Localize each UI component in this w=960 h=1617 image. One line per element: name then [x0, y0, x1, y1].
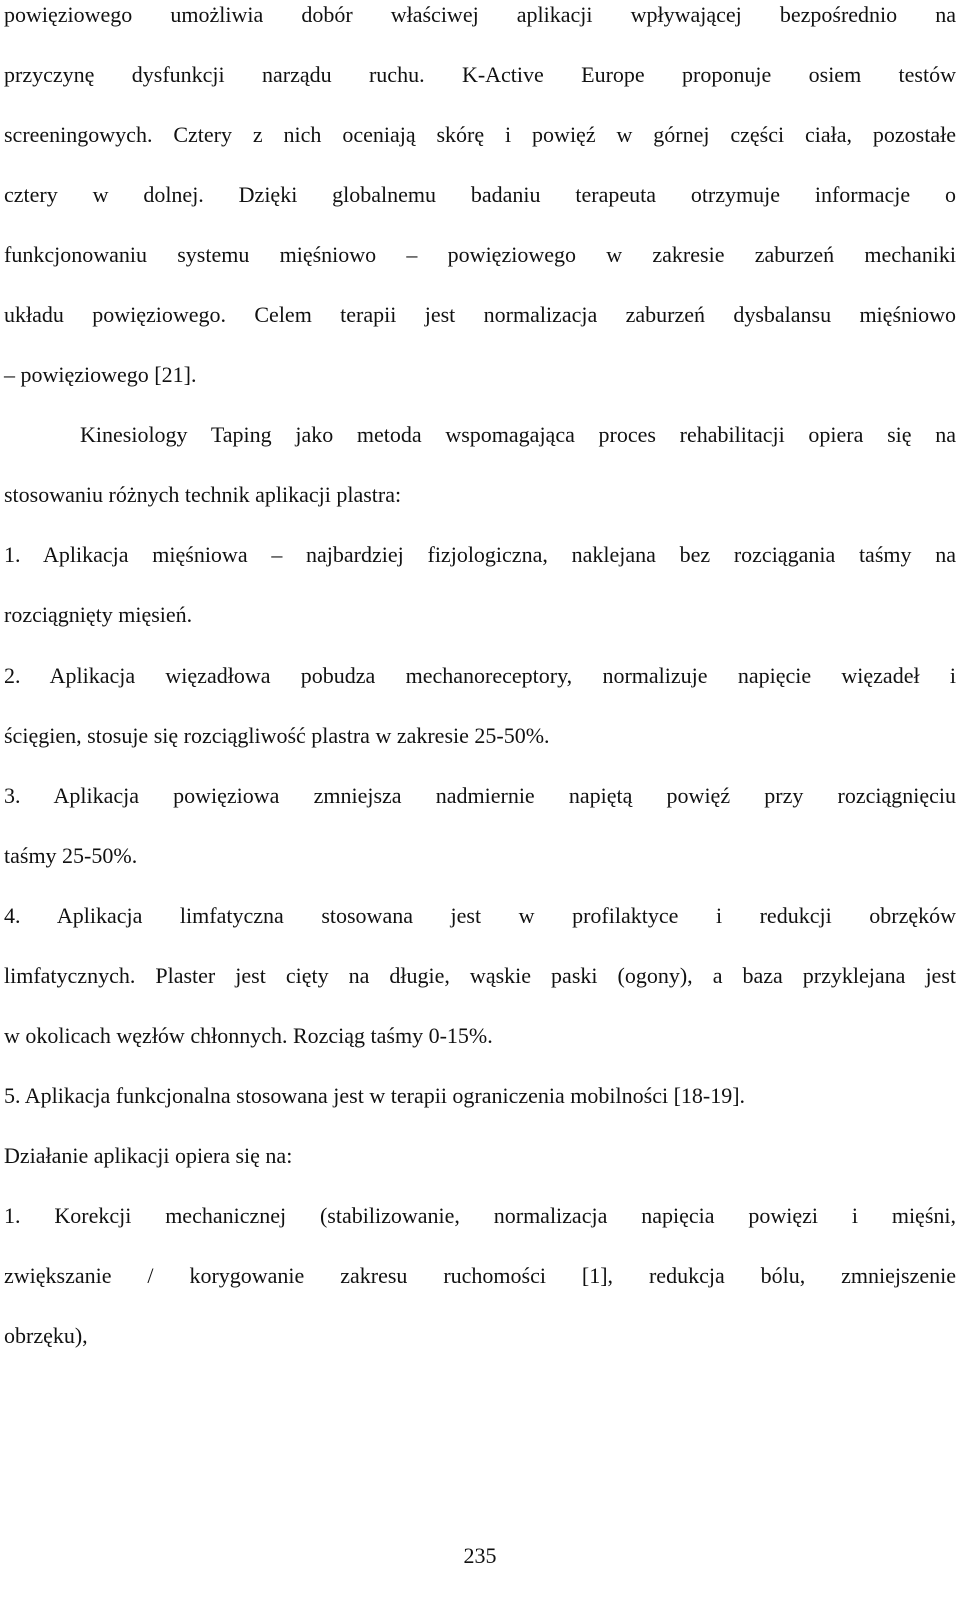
- list-item-line: w okolicach węzłów chłonnych. Rozciąg taśmy 0-15%.: [4, 1023, 493, 1048]
- list-item-line: rozciągnięty mięsień.: [4, 602, 193, 627]
- list-item-line: 3. Aplikacja powięziowa zmniejsza nadmiernie napiętą powięź przy rozciągnięciu: [4, 783, 956, 808]
- text-line: screeningowych. Cztery z nich oceniają skórę i powięź w górnej części ciała, pozostałe: [4, 122, 956, 147]
- list-item-line: ścięgien, stosuje się rozciągliwość plastra w zakresie 25-50%.: [4, 723, 550, 748]
- list-item-line: 1. Aplikacja mięśniowa – najbardziej fizjologiczna, naklejana bez rozciągania taśmy na: [4, 542, 956, 567]
- list-item-line: 2. Aplikacja więzadłowa pobudza mechanoreceptory, normalizuje napięcie więzadeł i: [4, 663, 956, 688]
- list-item-line: 1. Korekcji mechanicznej (stabilizowanie, normalizacja napięcia powięzi i mięśni,: [4, 1203, 956, 1228]
- text-line: powięziowego umożliwia dobór właściwej aplikacji wpływającej bezpośrednio na: [4, 2, 956, 27]
- list-item-line: 5. Aplikacja funkcjonalna stosowana jest w terapii ograniczenia mobilności [18-19].: [4, 1083, 746, 1108]
- list-item-line: taśmy 25-50%.: [4, 843, 138, 868]
- page-number: 235: [463, 1543, 497, 1568]
- text-line: cztery w dolnej. Dzięki globalnemu badaniu terapeuta otrzymuje informacje o: [4, 182, 956, 207]
- list-item-line: obrzęku),: [4, 1323, 88, 1348]
- text-line: funkcjonowaniu systemu mięśniowo – powięziowego w zakresie zaburzeń mechaniki: [4, 242, 956, 267]
- list-item-line: limfatycznych. Plaster jest cięty na długie, wąskie paski (ogony), a baza przyklejana jest: [4, 963, 956, 988]
- text-line: stosowaniu różnych technik aplikacji plastra:: [4, 482, 402, 507]
- list-item-line: 4. Aplikacja limfatyczna stosowana jest w profilaktyce i redukcji obrzęków: [4, 903, 956, 928]
- list-item-line: zwiększanie / korygowanie zakresu ruchomości [1], redukcja bólu, zmniejszenie: [4, 1263, 956, 1288]
- text-line: Działanie aplikacji opiera się na:: [4, 1143, 293, 1168]
- text-line: przyczynę dysfunkcji narządu ruchu. K-Active Europe proponuje osiem testów: [4, 62, 956, 87]
- text-line: układu powięziowego. Celem terapii jest normalizacja zaburzeń dysbalansu mięśniowo: [4, 302, 956, 327]
- text-line: – powięziowego [21].: [4, 362, 197, 387]
- text-line: Kinesiology Taping jako metoda wspomagająca proces rehabilitacji opiera się na: [80, 422, 956, 447]
